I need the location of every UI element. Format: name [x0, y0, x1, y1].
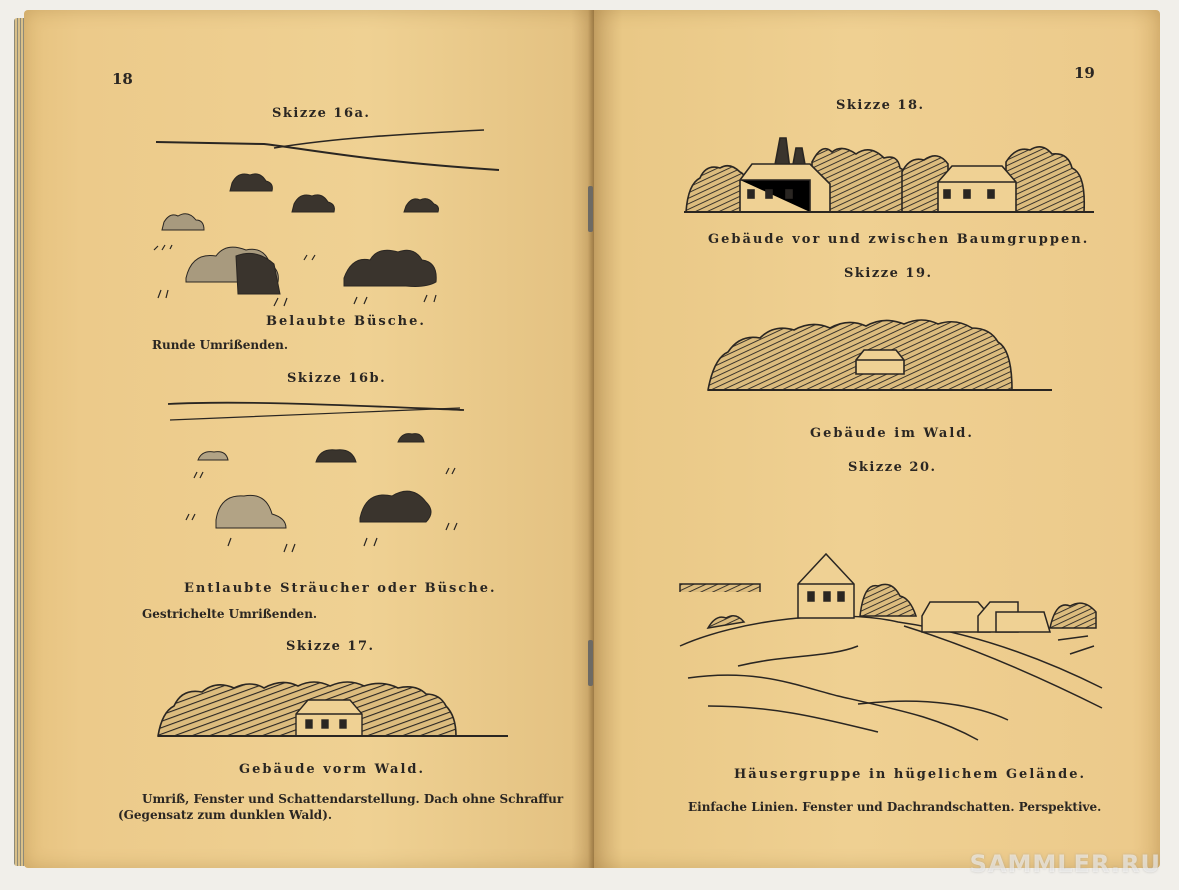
sketch-16a-caption: Belaubte Büsche. [266, 314, 426, 329]
right-page [594, 10, 1160, 868]
sketch-20-illustration [678, 536, 1108, 756]
sketch-17-caption: Gebäude vorm Wald. [239, 762, 426, 777]
sketch-20-title: Skizze 20. [848, 460, 937, 475]
sketch-19-title: Skizze 19. [844, 266, 933, 281]
sketch-17-title: Skizze 17. [286, 639, 375, 654]
sketch-20-note: Einfache Linien. Fenster und Dachrandschatten. Perspektive. [688, 800, 1102, 814]
sketch-18-title: Skizze 18. [836, 98, 925, 113]
sketch-17-note-line2: (Gegensatz zum dunklen Wald). [118, 808, 333, 822]
sketch-16b-caption: Entlaubte Sträucher oder Büsche. [184, 581, 497, 596]
sketch-17-note-line1: Umriß, Fenster und Schattendarstellung. Dach ohne Schraffur [142, 792, 564, 806]
sketch-19-caption: Gebäude im Wald. [810, 426, 974, 441]
sketch-16b-illustration [164, 400, 474, 560]
sketch-20-caption: Häusergruppe in hügelichem Gelände. [734, 767, 1087, 782]
sketch-17-illustration [156, 678, 516, 740]
staple-top [588, 186, 593, 232]
sketch-16a-note: Runde Umrißenden. [152, 338, 289, 352]
left-page [24, 10, 594, 868]
open-booklet [14, 10, 1164, 870]
sketch-18-illustration [682, 118, 1096, 214]
staple-bottom [588, 640, 593, 686]
sketch-16b-note: Gestrichelte Umrißenden. [142, 607, 318, 621]
sketch-19-illustration [706, 320, 1058, 394]
sketch-18-caption: Gebäude vor und zwischen Baumgruppen. [708, 232, 1090, 247]
sketch-16b-title: Skizze 16b. [287, 371, 387, 386]
sketch-16a-illustration [144, 128, 504, 308]
page-number-right: 19 [1074, 64, 1095, 82]
page-number-left: 18 [112, 70, 133, 88]
sketch-16a-title: Skizze 16a. [272, 106, 371, 121]
watermark: SAMMLER.RU [969, 850, 1161, 878]
